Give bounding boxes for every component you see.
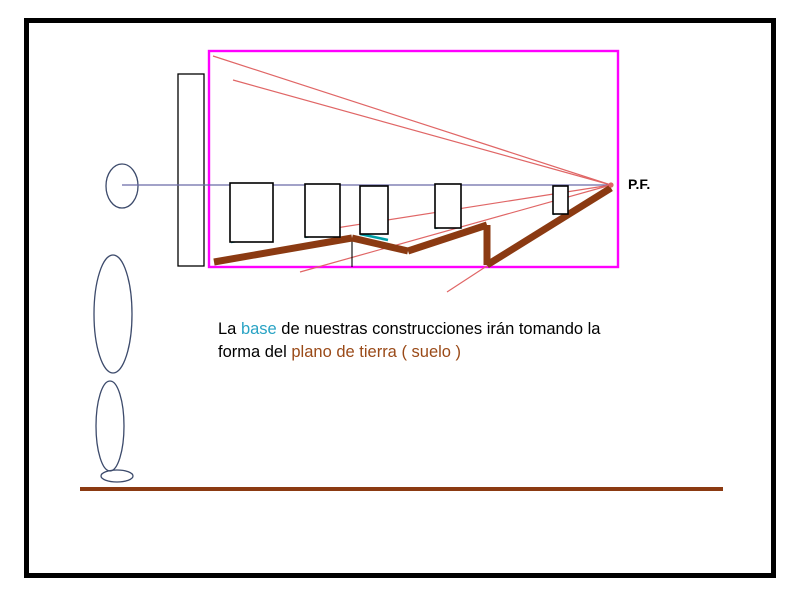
building-1 (230, 183, 273, 242)
observer-feet-icon (101, 470, 133, 482)
caption-line1-part2: de nuestras construcciones irán tomando la (276, 320, 601, 338)
base-lines (231, 208, 568, 242)
building-group (230, 183, 568, 242)
vanishing-point-marker (608, 182, 613, 187)
caption-line2-part1: forma del (218, 343, 292, 361)
building-2 (305, 184, 340, 237)
building-4 (435, 184, 461, 228)
observer-figure (94, 164, 138, 482)
lateral-plane (178, 74, 204, 266)
perspective-rays (213, 56, 611, 292)
building-5 (553, 186, 568, 214)
caption-highlight-base: base (240, 320, 277, 338)
building-3 (360, 186, 388, 234)
observer-legs-icon (96, 381, 124, 471)
vanishing-point-label: P.F. (628, 176, 651, 192)
perspective-ray-upper (233, 80, 611, 185)
observer-torso-icon (94, 255, 132, 373)
perspective-ray-top (213, 56, 611, 185)
caption-line1-part1: La (218, 320, 241, 338)
caption-text (218, 318, 718, 364)
caption-highlight-ground: plano de tierra ( suelo ) (291, 343, 462, 361)
observer-head-icon (106, 164, 138, 208)
ground-plane-segment-right (487, 188, 611, 265)
